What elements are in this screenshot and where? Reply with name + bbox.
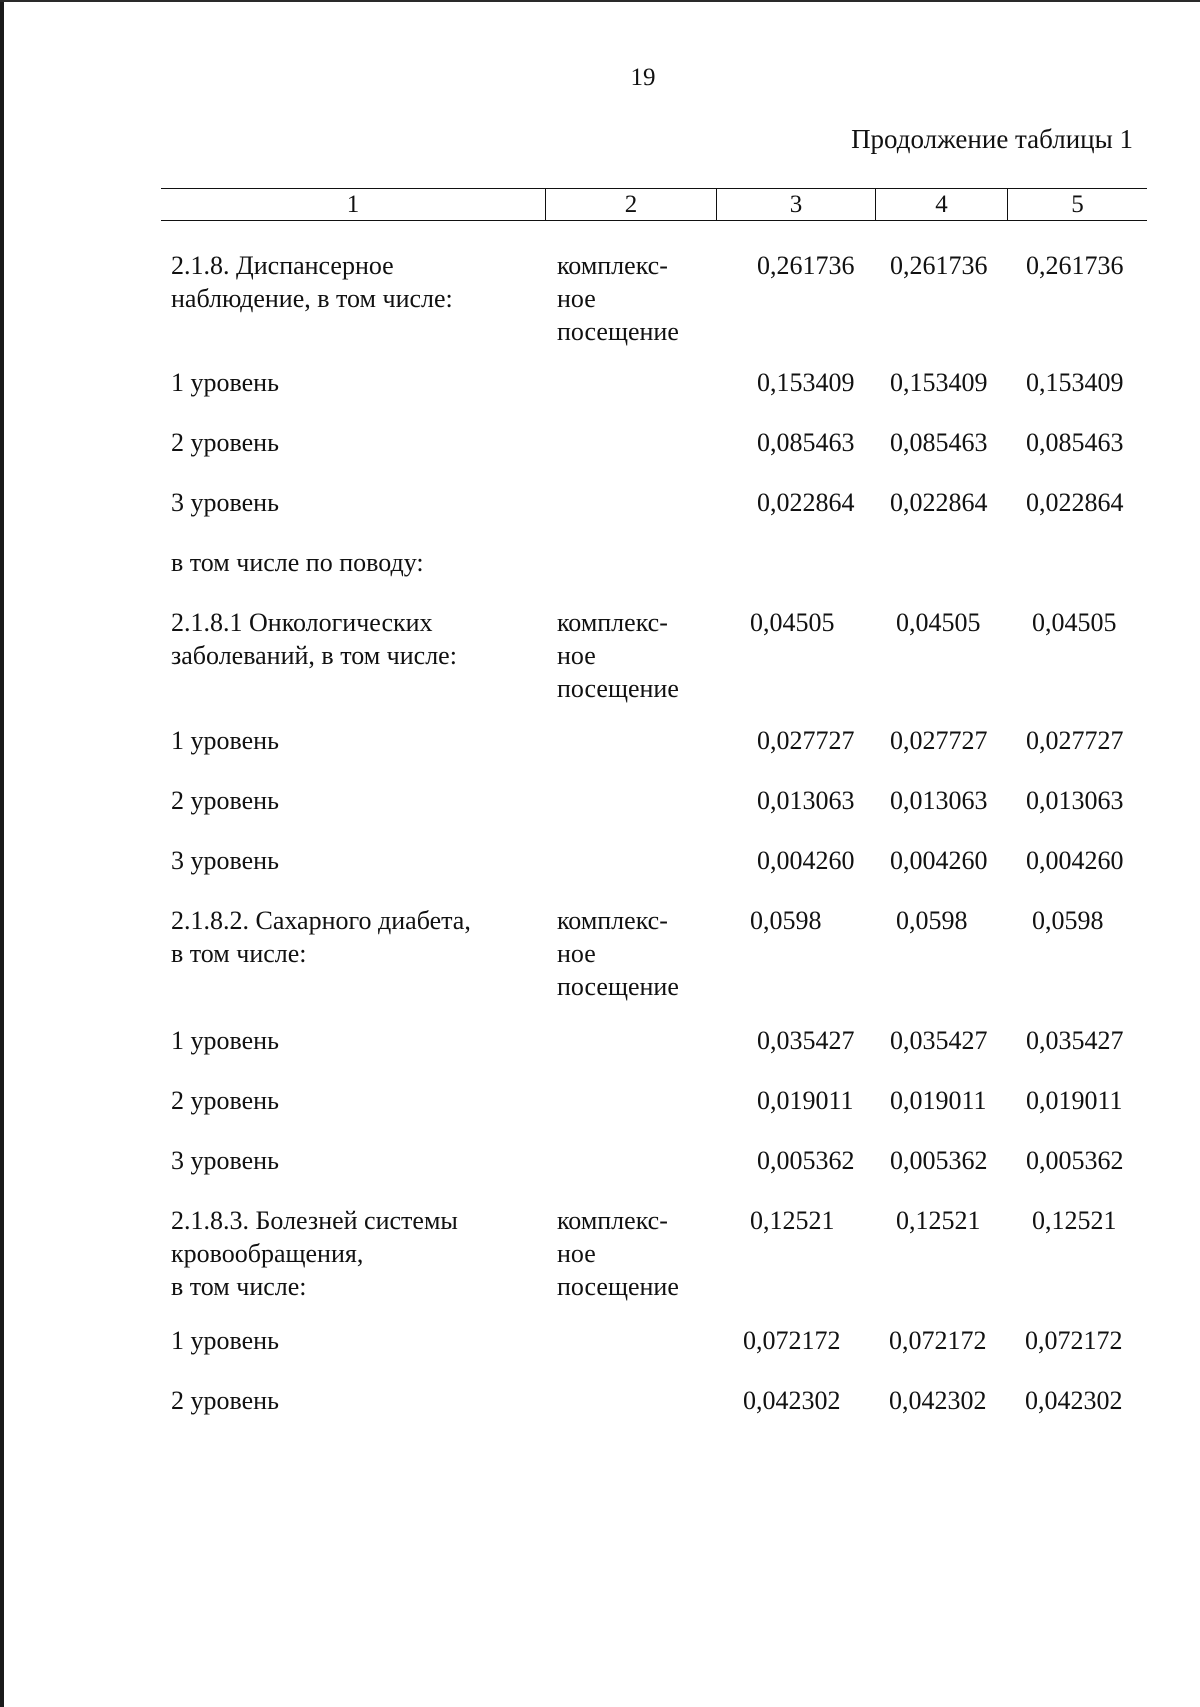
row-value-col3: 0,005362	[757, 1146, 855, 1175]
row-value-col4: 0,12521	[896, 1206, 981, 1235]
row-value-col5: 0,019011	[1026, 1086, 1123, 1115]
row-label	[171, 606, 541, 672]
row-value-col4: 0,153409	[890, 368, 988, 397]
row-value-col3: 0,12521	[750, 1206, 835, 1235]
row-value-col5: 0,12521	[1032, 1206, 1117, 1235]
row-unit-line: посещение	[557, 317, 679, 346]
row-value-col4: 0,004260	[890, 846, 988, 875]
row-label-line: 1 уровень	[171, 726, 279, 755]
row-value-col3: 0,035427	[757, 1026, 855, 1055]
row-label	[171, 546, 541, 579]
row-label	[171, 249, 541, 315]
row-value-col5: 0,261736	[1026, 251, 1124, 280]
row-value-col3: 0,072172	[743, 1326, 841, 1355]
row-label-line: 2 уровень	[171, 1386, 279, 1415]
row-label-line: заболеваний, в том числе:	[171, 641, 457, 670]
row-label-line: 1 уровень	[171, 1326, 279, 1355]
row-label-line: кровообращения,	[171, 1239, 364, 1268]
row-label-line: наблюдение, в том числе:	[171, 284, 453, 313]
column-header-4: 4	[875, 189, 1007, 220]
row-unit-line: ное	[557, 1239, 596, 1268]
row-label-line: 3 уровень	[171, 1146, 279, 1175]
row-unit-line: посещение	[557, 1272, 679, 1301]
column-header-1: 1	[346, 191, 360, 218]
row-label	[171, 1084, 541, 1117]
table-continuation-caption: Продолжение таблицы 1	[851, 124, 1133, 154]
row-value-col5: 0,04505	[1032, 608, 1117, 637]
row-value-col5: 0,072172	[1025, 1326, 1123, 1355]
row-label	[171, 844, 541, 877]
row-unit-line: ное	[557, 284, 596, 313]
row-unit-line: комплекс-	[557, 906, 668, 935]
row-label-line: 2.1.8.1 Онкологических	[171, 608, 433, 637]
row-value-col4: 0,019011	[890, 1086, 987, 1115]
page-number: 19	[630, 64, 656, 91]
row-value-col3: 0,04505	[750, 608, 835, 637]
row-value-col3: 0,027727	[757, 726, 855, 755]
row-value-col5: 0,013063	[1026, 786, 1124, 815]
row-value-col4: 0,085463	[890, 428, 988, 457]
row-value-col4: 0,042302	[889, 1386, 987, 1415]
row-unit-line: комплекс-	[557, 1206, 668, 1235]
row-value-col3: 0,085463	[757, 428, 855, 457]
row-unit	[557, 249, 717, 348]
row-unit-line: комплекс-	[557, 608, 668, 637]
row-value-col5: 0,0598	[1032, 906, 1104, 935]
row-value-col3: 0,004260	[757, 846, 855, 875]
row-value-col5: 0,035427	[1026, 1026, 1124, 1055]
row-value-col4: 0,027727	[890, 726, 988, 755]
row-value-col5: 0,153409	[1026, 368, 1124, 397]
row-label	[171, 1144, 541, 1177]
row-label	[171, 426, 541, 459]
row-label-line: в том числе:	[171, 1272, 307, 1301]
row-value-col4: 0,005362	[890, 1146, 988, 1175]
row-unit-line: посещение	[557, 674, 679, 703]
column-header-5: 5	[1007, 189, 1147, 220]
row-value-col3: 0,153409	[757, 368, 855, 397]
scan-edge-left	[0, 0, 4, 1707]
row-label-line: 2.1.8. Диспансерное	[171, 251, 394, 280]
row-label	[171, 904, 541, 970]
row-unit	[557, 606, 717, 705]
row-value-col4: 0,035427	[890, 1026, 988, 1055]
row-value-col4: 0,022864	[890, 488, 988, 517]
row-label	[171, 1384, 541, 1417]
row-unit-line: посещение	[557, 972, 679, 1001]
row-label	[171, 1024, 541, 1057]
row-label-line: в том числе по поводу:	[171, 548, 424, 577]
row-unit	[557, 904, 717, 1003]
row-value-col4: 0,072172	[889, 1326, 987, 1355]
row-value-col4: 0,261736	[890, 251, 988, 280]
row-value-col5: 0,004260	[1026, 846, 1124, 875]
row-label-line: 2.1.8.3. Болезней системы	[171, 1206, 458, 1235]
row-label-line: 2 уровень	[171, 428, 279, 457]
row-value-col4: 0,013063	[890, 786, 988, 815]
row-value-col5: 0,022864	[1026, 488, 1124, 517]
row-value-col3: 0,0598	[750, 906, 822, 935]
row-value-col5: 0,005362	[1026, 1146, 1124, 1175]
row-unit	[557, 1204, 717, 1303]
row-label	[171, 366, 541, 399]
row-value-col3: 0,042302	[743, 1386, 841, 1415]
row-label-line: 3 уровень	[171, 488, 279, 517]
row-value-col5: 0,085463	[1026, 428, 1124, 457]
row-label-line: 2.1.8.2. Сахарного диабета,	[171, 906, 471, 935]
row-value-col3: 0,019011	[757, 1086, 854, 1115]
row-label-line: в том числе:	[171, 939, 307, 968]
row-unit-line: комплекс-	[557, 251, 668, 280]
row-label-line: 2 уровень	[171, 786, 279, 815]
scan-edge-top	[0, 0, 1200, 2]
row-label	[171, 486, 541, 519]
row-label	[171, 1324, 541, 1357]
row-label	[171, 784, 541, 817]
data-table	[161, 188, 1147, 1415]
row-value-col3: 0,022864	[757, 488, 855, 517]
row-value-col4: 0,04505	[896, 608, 981, 637]
table-header-row	[161, 188, 1147, 221]
row-value-col3: 0,261736	[757, 251, 855, 280]
row-label-line: 1 уровень	[171, 1026, 279, 1055]
column-header-3: 3	[716, 189, 875, 220]
row-unit-line: ное	[557, 939, 596, 968]
row-value-col5: 0,042302	[1025, 1386, 1123, 1415]
row-label-line: 3 уровень	[171, 846, 279, 875]
row-label-line: 1 уровень	[171, 368, 279, 397]
row-unit-line: ное	[557, 641, 596, 670]
column-header-2: 2	[545, 189, 716, 220]
row-label	[171, 1204, 541, 1303]
row-value-col5: 0,027727	[1026, 726, 1124, 755]
row-label-line: 2 уровень	[171, 1086, 279, 1115]
row-label	[171, 724, 541, 757]
row-value-col3: 0,013063	[757, 786, 855, 815]
row-value-col4: 0,0598	[896, 906, 968, 935]
